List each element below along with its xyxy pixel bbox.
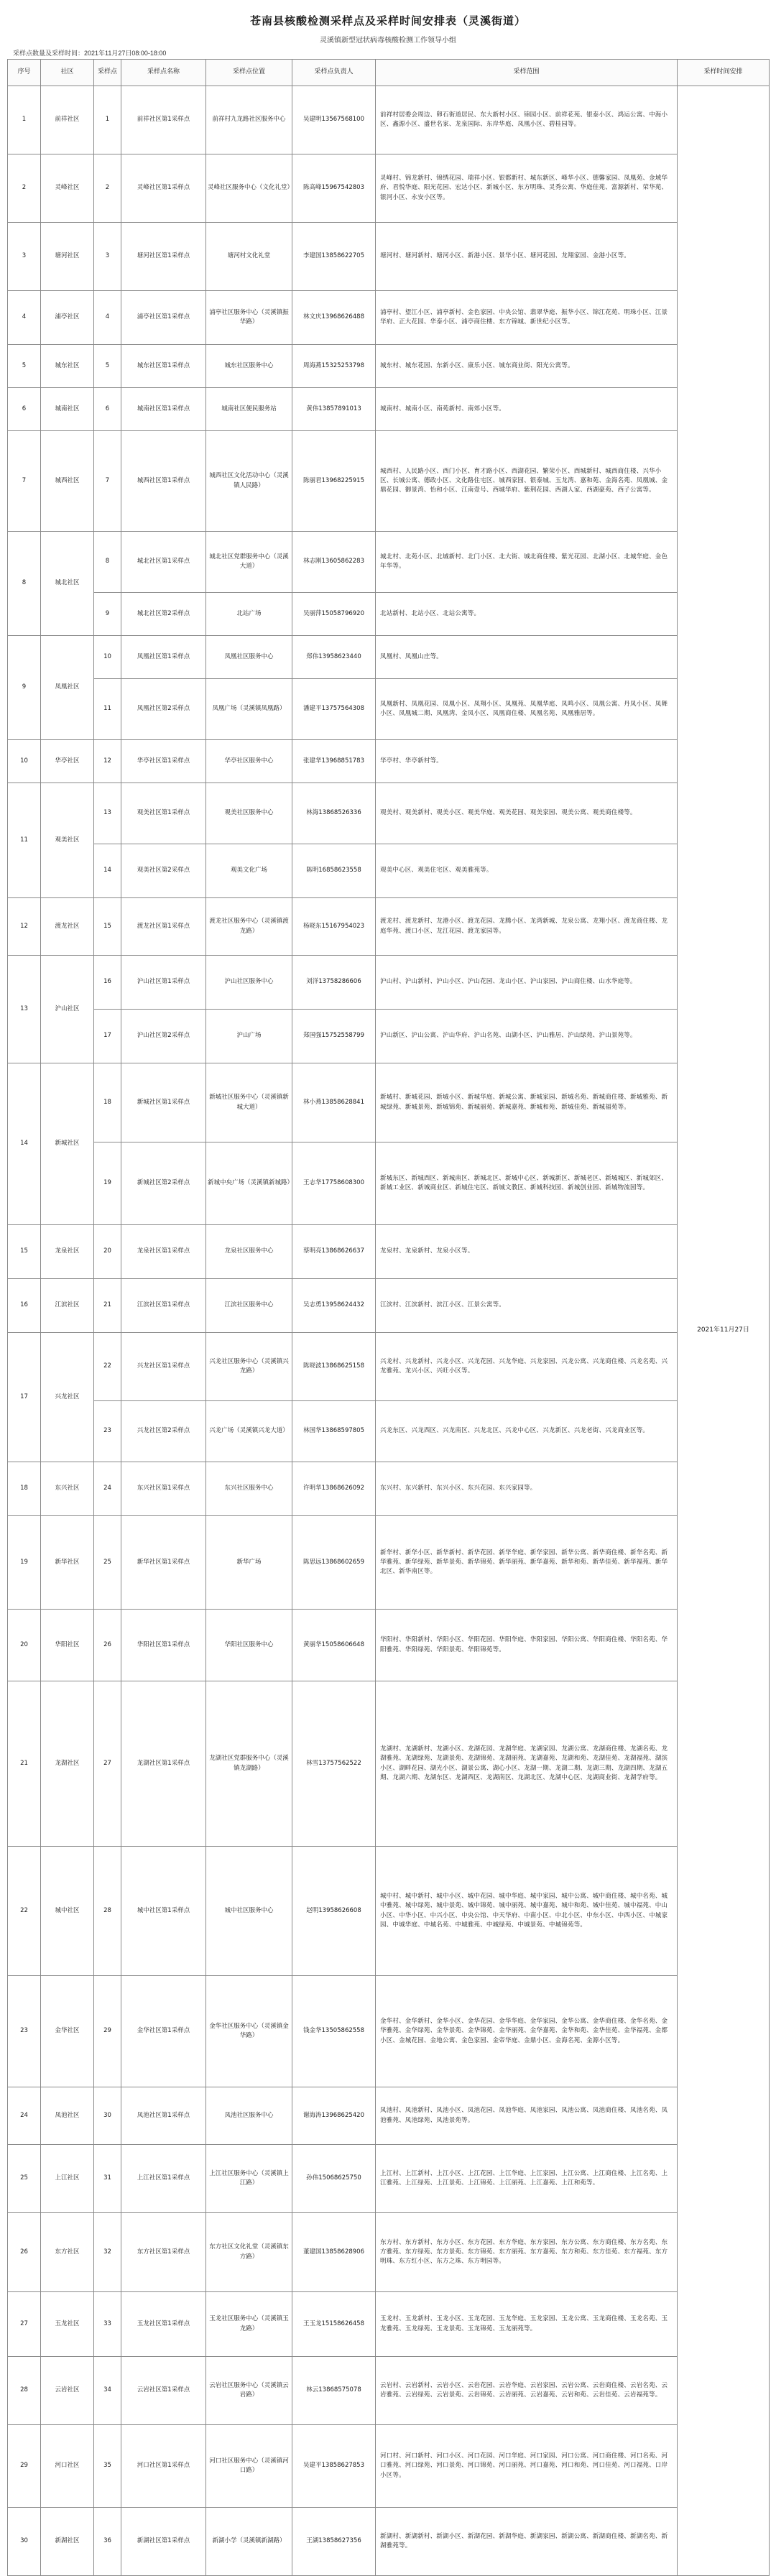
table-row	[8, 86, 770, 154]
cell-point-name: 渡龙社区第1采样点	[121, 898, 206, 956]
table-row	[8, 1333, 770, 1401]
cell-point-no: 25	[94, 1516, 121, 1610]
cell-point-name: 华阳社区第1采样点	[121, 1610, 206, 1681]
page-subtitle: 灵溪镇新型冠状病毒核酸检测工作领导小组	[320, 37, 456, 45]
cell-point-name: 凤凰社区第2采样点	[121, 679, 206, 740]
table-row	[8, 679, 770, 740]
cell-leader: 林雪13757562522	[292, 1681, 376, 1847]
cell-point-name: 新华社区第1采样点	[121, 1516, 206, 1610]
cell-community: 凤凰社区	[41, 636, 94, 740]
cell-scope: 上江村、上江新村、上江小区、上江花园、上江华庭、上江家园、上江公寓、上江商住楼、上江名苑、上江雅苑、上江绿苑、上江景苑、上江锦苑、上江丽苑、上江嘉苑、上江和苑等。	[376, 2145, 678, 2213]
cell-sampling-time: 2021年11月27日	[678, 86, 770, 2576]
table-row	[8, 1681, 770, 1847]
cell-no: 26	[8, 2213, 41, 2292]
cell-no: 27	[8, 2292, 41, 2357]
cell-leader: 蔡明亮13868626637	[292, 1225, 376, 1279]
cell-scope: 北站新村、北站小区、北站公寓等。	[376, 593, 678, 636]
cell-no: 3	[8, 223, 41, 291]
cell-point-name: 金华社区第1采样点	[121, 1976, 206, 2087]
table-row	[8, 593, 770, 636]
cell-point-no: 18	[94, 1063, 121, 1142]
cell-community: 兴龙社区	[41, 1333, 94, 1462]
table-row	[8, 2213, 770, 2292]
cell-leader: 吴丽萍15058796920	[292, 593, 376, 636]
cell-point-location: 观美文化广场	[206, 844, 292, 898]
cell-community: 龙泉社区	[41, 1225, 94, 1279]
cell-community: 龙湖社区	[41, 1681, 94, 1847]
cell-point-location: 城东社区服务中心	[206, 345, 292, 388]
cell-leader: 陈丽君13968225915	[292, 431, 376, 532]
cell-scope: 前祥村居委会周边、卵石街道居民、东大新村小区、锦园小区、前祥花苑、银泰小区、鸿运公寓、中海小区、鑫源小区、盛世名家、龙泉国际、东岸华庭、凤凰小区、碧桂园等。	[376, 86, 678, 154]
cell-scope: 新城村、新城花园、新城小区、新城华庭、新城公寓、新城家园、新城名苑、新城商住楼、新城雅苑、新城绿苑、新城景苑、新城锦苑、新城丽苑、新城嘉苑、新城和苑、新城佳苑、新城福苑等。	[376, 1063, 678, 1142]
table-row	[8, 1610, 770, 1681]
cell-no: 23	[8, 1976, 41, 2087]
cell-leader: 林国华13868597805	[292, 1401, 376, 1462]
table-body	[8, 86, 770, 2576]
cell-point-location: 城南社区便民服务站	[206, 388, 292, 431]
cell-no: 18	[8, 1462, 41, 1516]
table-row	[8, 844, 770, 898]
table-header-row	[8, 60, 770, 86]
table-row	[8, 1976, 770, 2087]
cell-point-location: 江滨社区服务中心	[206, 1279, 292, 1333]
cell-scope: 观美村、观美新村、观美小区、观美华庭、观美花园、观美家园、观美公寓、观美商住楼等。	[376, 783, 678, 844]
cell-community: 渡龙社区	[41, 898, 94, 956]
cell-community: 城北社区	[41, 532, 94, 636]
col-header-scope: 采样范围	[376, 60, 678, 86]
cell-leader: 吴建明13567568100	[292, 86, 376, 154]
cell-no: 7	[8, 431, 41, 532]
cell-scope: 河口村、河口新村、河口小区、河口花园、河口华庭、河口家园、河口公寓、河口商住楼、河口名苑、河口雅苑、河口绿苑、河口景苑、河口锦苑、河口丽苑、河口嘉苑、河口和苑、河口佳苑、河口福苑、口岸小区等。	[376, 2425, 678, 2508]
cell-point-no: 5	[94, 345, 121, 388]
cell-community: 玉龙社区	[41, 2292, 94, 2357]
cell-community: 浦亭社区	[41, 291, 94, 345]
cell-scope: 灵峰村、锦龙新村、锦绣花园、瑞祥小区、银都新村、城东新区、峰华小区、德馨家园、凤凰苑、金域华府、君悦华庭、阳光花园、宏达小区、新城小区、东方明珠、灵秀公寓、华庭佳苑、富源新村、荣华苑、银河小区、永安小区等。	[376, 154, 678, 223]
cell-point-location: 华阳社区服务中心	[206, 1610, 292, 1681]
cell-point-no: 14	[94, 844, 121, 898]
cell-point-name: 河口社区第1采样点	[121, 2425, 206, 2508]
cell-scope: 兴龙村、兴龙新村、兴龙小区、兴龙花园、兴龙华庭、兴龙家园、兴龙公寓、兴龙商住楼、兴龙名苑、兴龙雅苑、龙兴小区、兴旺小区等。	[376, 1333, 678, 1401]
cell-point-name: 观美社区第2采样点	[121, 844, 206, 898]
cell-point-name: 兴龙社区第1采样点	[121, 1333, 206, 1401]
cell-point-no: 28	[94, 1847, 121, 1976]
col-header-time: 采样时间安排	[678, 60, 770, 86]
cell-scope: 沪山新区、沪山公寓、沪山华府、沪山名苑、山湖小区、沪山雅居、沪山绿苑、沪山景苑等。	[376, 1010, 678, 1063]
cell-point-location: 华亭社区服务中心	[206, 740, 292, 783]
col-header-no: 序号	[8, 60, 41, 86]
cell-leader: 陈明16858623558	[292, 844, 376, 898]
cell-point-name: 城北社区第2采样点	[121, 593, 206, 636]
cell-point-no: 8	[94, 532, 121, 593]
table-row	[8, 1401, 770, 1462]
table-row	[8, 1847, 770, 1976]
cell-leader: 吴志勇13958624432	[292, 1279, 376, 1333]
cell-scope: 凤凰村、凤凰山庄等。	[376, 636, 678, 679]
cell-no: 5	[8, 345, 41, 388]
table-row	[8, 1279, 770, 1333]
cell-leader: 黄伟13857891013	[292, 388, 376, 431]
cell-no: 8	[8, 532, 41, 636]
cell-community: 灵峰社区	[41, 154, 94, 223]
cell-point-no: 35	[94, 2425, 121, 2508]
cell-point-name: 灵峰社区第1采样点	[121, 154, 206, 223]
cell-no: 15	[8, 1225, 41, 1279]
cell-community: 沪山社区	[41, 956, 94, 1063]
sampling-table	[7, 59, 770, 2576]
cell-point-no: 32	[94, 2213, 121, 2292]
cell-community: 上江社区	[41, 2145, 94, 2213]
cell-point-location: 上江社区服务中心（灵溪镇上江路）	[206, 2145, 292, 2213]
cell-point-no: 12	[94, 740, 121, 783]
cell-point-location: 新湖小学（灵溪镇新湖路）	[206, 2508, 292, 2576]
cell-community: 东方社区	[41, 2213, 94, 2292]
cell-scope: 城中村、城中新村、城中小区、城中花园、城中华庭、城中家园、城中公寓、城中商住楼、城中名苑、城中雅苑、城中绿苑、城中景苑、城中锦苑、城中丽苑、城中嘉苑、城中和苑、城中佳苑、城中福苑、中山小区、中华小区、中兴小区、中央公馆、中天华府、中南小区、中北小区、中东小区、中西小区、中城家园、中城华庭、中城名苑、中城雅苑、中城绿苑、中城景苑、中城锦苑等。	[376, 1847, 678, 1976]
cell-point-location: 灵峰社区服务中心（文化礼堂）	[206, 154, 292, 223]
cell-leader: 林志刚13605862283	[292, 532, 376, 593]
cell-point-location: 北站广场	[206, 593, 292, 636]
cell-leader: 王玉龙15158626458	[292, 2292, 376, 2357]
cell-point-name: 兴龙社区第2采样点	[121, 1401, 206, 1462]
cell-point-location: 城北社区党群服务中心（灵溪大道）	[206, 532, 292, 593]
cell-point-no: 21	[94, 1279, 121, 1333]
cell-point-name: 新城社区第2采样点	[121, 1142, 206, 1225]
cell-no: 24	[8, 2087, 41, 2145]
cell-scope: 城南村、城南小区、南苑新村、南郊小区等。	[376, 388, 678, 431]
cell-scope: 龙湖村、龙湖新村、龙湖小区、龙湖花园、龙湖华庭、龙湖家园、龙湖公寓、龙湖商住楼、龙湖名苑、龙湖雅苑、龙湖绿苑、龙湖景苑、龙湖锦苑、龙湖丽苑、龙湖嘉苑、龙湖和苑、龙湖佳苑、龙湖福苑、湖滨小区、湖畔花园、湖光小区、湖景公寓、湖心小区、龙湖一期、龙湖二期、龙湖三期、龙湖四期、龙湖五期、龙湖六期、龙湖东区、龙湖西区、龙湖南区、龙湖北区、龙湖中心区、龙湖商业街、龙湖学府等。	[376, 1681, 678, 1847]
cell-point-location: 沪山广场	[206, 1010, 292, 1063]
cell-no: 19	[8, 1516, 41, 1610]
cell-scope: 兴龙东区、兴龙西区、兴龙南区、兴龙北区、兴龙中心区、兴龙新区、兴龙老街、兴龙商业区等。	[376, 1401, 678, 1462]
cell-no: 22	[8, 1847, 41, 1976]
cell-point-location: 凤池社区服务中心	[206, 2087, 292, 2145]
cell-leader: 吴建平13858627853	[292, 2425, 376, 2508]
cell-point-location: 东方社区文化礼堂（灵溪镇东方路）	[206, 2213, 292, 2292]
cell-leader: 王志华17758608300	[292, 1142, 376, 1225]
cell-scope: 渡龙村、渡龙新村、龙港小区、渡龙花园、龙腾小区、龙湾新城、龙泉公寓、龙翔小区、渡龙商住楼、龙庭华苑、渡口小区、龙江花园、渡龙家园等。	[376, 898, 678, 956]
cell-point-name: 前祥社区第1采样点	[121, 86, 206, 154]
cell-no: 14	[8, 1063, 41, 1225]
cell-point-no: 22	[94, 1333, 121, 1401]
cell-point-name: 塘河社区第1采样点	[121, 223, 206, 291]
cell-no: 25	[8, 2145, 41, 2213]
cell-point-no: 13	[94, 783, 121, 844]
cell-scope: 凤凰新村、凤凰花园、凤凰小区、凤翔小区、凤凰苑、凤凰华庭、凤鸣小区、凤凰公寓、丹凤小区、凤舞小区、凤凰城二期、凤凰湾、金凤小区、凤凰商住楼、凤凰名苑、凤凰雅居等。	[376, 679, 678, 740]
col-header-point: 采样点	[94, 60, 121, 86]
cell-community: 江滨社区	[41, 1279, 94, 1333]
cell-point-location: 新城社区服务中心（灵溪镇新城大道）	[206, 1063, 292, 1142]
cell-point-location: 兴龙广场（灵溪镇兴龙大道）	[206, 1401, 292, 1462]
cell-point-name: 玉龙社区第1采样点	[121, 2292, 206, 2357]
cell-point-name: 城南社区第1采样点	[121, 388, 206, 431]
cell-point-no: 26	[94, 1610, 121, 1681]
cell-leader: 钱金华13505862558	[292, 1976, 376, 2087]
cell-point-no: 16	[94, 956, 121, 1010]
table-row	[8, 2292, 770, 2357]
table-row	[8, 1063, 770, 1142]
table-row	[8, 154, 770, 223]
cell-point-location: 凤凰广场（灵溪镇凤凰路）	[206, 679, 292, 740]
cell-leader: 王湖13858627356	[292, 2508, 376, 2576]
table-row	[8, 345, 770, 388]
cell-no: 13	[8, 956, 41, 1063]
cell-point-no: 6	[94, 388, 121, 431]
cell-point-no: 29	[94, 1976, 121, 2087]
cell-point-no: 34	[94, 2357, 121, 2425]
cell-point-name: 城中社区第1采样点	[121, 1847, 206, 1976]
cell-leader: 林小燕13858628841	[292, 1063, 376, 1142]
cell-scope: 华亭村、华亭新村等。	[376, 740, 678, 783]
cell-leader: 郑伟13958623440	[292, 636, 376, 679]
cell-point-location: 龙湖社区党群服务中心（灵溪镇龙湖路）	[206, 1681, 292, 1847]
table-row	[8, 1462, 770, 1516]
cell-point-name: 龙湖社区第1采样点	[121, 1681, 206, 1847]
cell-community: 河口社区	[41, 2425, 94, 2508]
cell-point-name: 凤凰社区第1采样点	[121, 636, 206, 679]
cell-point-no: 10	[94, 636, 121, 679]
cell-leader: 陈思远13868602659	[292, 1516, 376, 1610]
cell-point-no: 30	[94, 2087, 121, 2145]
table-row	[8, 1142, 770, 1225]
cell-community: 塘河社区	[41, 223, 94, 291]
table-row	[8, 2087, 770, 2145]
cell-point-location: 前祥村九龙路社区服务中心	[206, 86, 292, 154]
cell-no: 6	[8, 388, 41, 431]
cell-point-location: 龙泉社区服务中心	[206, 1225, 292, 1279]
cell-point-no: 27	[94, 1681, 121, 1847]
cell-community: 城西社区	[41, 431, 94, 532]
cell-no: 1	[8, 86, 41, 154]
cell-point-no: 24	[94, 1462, 121, 1516]
cell-scope: 新华村、新华小区、新华新村、新华花园、新华华庭、新华家园、新华公寓、新华商住楼、新华名苑、新华雅苑、新华绿苑、新华景苑、新华锦苑、新华丽苑、新华嘉苑、新华和苑、新华佳苑、新华福苑、新华北区、新华南区等。	[376, 1516, 678, 1610]
cell-scope: 新湖村、新湖新村、新湖小区、新湖花园、新湖华庭、新湖家园、新湖公寓、新湖商住楼、新湖名苑、新湖雅苑等。	[376, 2508, 678, 2576]
cell-point-location: 凤凰社区服务中心	[206, 636, 292, 679]
cell-point-name: 城西社区第1采样点	[121, 431, 206, 532]
cell-point-name: 新城社区第1采样点	[121, 1063, 206, 1142]
cell-community: 华亭社区	[41, 740, 94, 783]
cell-scope: 沪山村、沪山新村、沪山小区、沪山花园、龙山小区、沪山家园、沪山商住楼、山水华庭等。	[376, 956, 678, 1010]
cell-community: 东兴社区	[41, 1462, 94, 1516]
col-header-leader: 采样点负责人	[292, 60, 376, 86]
cell-community: 新湖社区	[41, 2508, 94, 2576]
cell-no: 4	[8, 291, 41, 345]
table-row	[8, 2145, 770, 2213]
table-row	[8, 532, 770, 593]
cell-scope: 新城东区、新城西区、新城南区、新城北区、新城中心区、新城新区、新城老区、新城城区、新城郊区、新城工业区、新城商业区、新城住宅区、新城文教区、新城科技园、新城创业园、新城物流园等。	[376, 1142, 678, 1225]
cell-scope: 金华村、金华新村、金华小区、金华花园、金华华庭、金华家园、金华公寓、金华商住楼、金华名苑、金华雅苑、金华绿苑、金华景苑、金华锦苑、金华丽苑、金华嘉苑、金华和苑、金华佳苑、金华福苑、金都小区、金城花园、金地公寓、金色家园、金帝华庭、金鼎小区、金海名苑、金源小区等。	[376, 1976, 678, 2087]
table-row	[8, 783, 770, 844]
cell-scope: 云岩村、云岩新村、云岩小区、云岩花园、云岩华庭、云岩家园、云岩公寓、云岩商住楼、云岩名苑、云岩雅苑、云岩绿苑、云岩景苑、云岩锦苑、云岩丽苑、云岩嘉苑、云岩和苑、云岩佳苑、云岩福苑等。	[376, 2357, 678, 2425]
cell-leader: 潘建平13757564308	[292, 679, 376, 740]
cell-leader: 许明华13868626092	[292, 1462, 376, 1516]
cell-point-location: 东兴社区服务中心	[206, 1462, 292, 1516]
cell-point-name: 云岩社区第1采样点	[121, 2357, 206, 2425]
cell-point-no: 11	[94, 679, 121, 740]
cell-point-location: 金华社区服务中心（灵溪镇金华路）	[206, 1976, 292, 2087]
date-line: 采样点数量及采样时间：2021年11月27日08:00-18:00	[13, 50, 167, 57]
cell-scope: 城东村、城东花园、东新小区、康乐小区、城东商业街、阳光公寓等。	[376, 345, 678, 388]
cell-community: 城东社区	[41, 345, 94, 388]
cell-point-location: 玉龙社区服务中心（灵溪镇玉龙路）	[206, 2292, 292, 2357]
table-row	[8, 636, 770, 679]
cell-leader: 陈晓波13868625158	[292, 1333, 376, 1401]
cell-point-no: 23	[94, 1401, 121, 1462]
cell-point-name: 龙泉社区第1采样点	[121, 1225, 206, 1279]
cell-point-location: 兴龙社区服务中心（灵溪镇兴龙路）	[206, 1333, 292, 1401]
col-header-community: 社区	[41, 60, 94, 86]
cell-point-no: 17	[94, 1010, 121, 1063]
cell-point-name: 上江社区第1采样点	[121, 2145, 206, 2213]
cell-scope: 东方村、东方新村、东方小区、东方花园、东方华庭、东方家园、东方公寓、东方商住楼、东方名苑、东方雅苑、东方绿苑、东方景苑、东方锦苑、东方丽苑、东方嘉苑、东方和苑、东方佳苑、东方福苑、东方明珠、东方红小区、东方之珠、东方明园等。	[376, 2213, 678, 2292]
cell-point-no: 15	[94, 898, 121, 956]
page-title: 苍南县核酸检测采样点及采样时间安排表（灵溪街道）	[249, 14, 526, 27]
cell-point-no: 2	[94, 154, 121, 223]
cell-point-no: 3	[94, 223, 121, 291]
cell-point-name: 沪山社区第1采样点	[121, 956, 206, 1010]
cell-no: 11	[8, 783, 41, 898]
cell-point-location: 塘河村文化礼堂	[206, 223, 292, 291]
cell-community: 金华社区	[41, 1976, 94, 2087]
cell-leader: 张建华13968851783	[292, 740, 376, 783]
cell-point-name: 浦亭社区第1采样点	[121, 291, 206, 345]
cell-point-location: 城中社区服务中心	[206, 1847, 292, 1976]
cell-leader: 杨晓东15167954023	[292, 898, 376, 956]
cell-community: 城南社区	[41, 388, 94, 431]
cell-leader: 刘洋13758286606	[292, 956, 376, 1010]
cell-point-location: 新城中央广场（灵溪镇新城路）	[206, 1142, 292, 1225]
cell-no: 21	[8, 1681, 41, 1847]
cell-point-name: 东方社区第1采样点	[121, 2213, 206, 2292]
cell-point-name: 观美社区第1采样点	[121, 783, 206, 844]
col-header-name: 采样点名称	[121, 60, 206, 86]
cell-scope: 华阳村、华阳新村、华阳小区、华阳花园、华阳华庭、华阳家园、华阳公寓、华阳商住楼、华阳名苑、华阳雅苑、华阳绿苑、华阳景苑、华阳锦苑等。	[376, 1610, 678, 1681]
cell-scope: 城西村、人民路小区、西门小区、育才路小区、西湖花园、繁荣小区、西城新村、城西商住楼、兴华小区、长城公寓、德政小区、文化路住宅区、城西家园、银泰城、玉龙湾、嘉和苑、金海名苑、凤凰城、金鼎花园、御景湾、怡和小区、江南壹号、西城华府、紫荆花园、西湖人家、西湖豪苑、西子公寓等。	[376, 431, 678, 532]
cell-point-name: 华亭社区第1采样点	[121, 740, 206, 783]
cell-point-location: 沪山社区服务中心	[206, 956, 292, 1010]
table-row	[8, 740, 770, 783]
cell-point-no: 19	[94, 1142, 121, 1225]
cell-point-no: 9	[94, 593, 121, 636]
cell-point-no: 20	[94, 1225, 121, 1279]
table-row	[8, 431, 770, 532]
table-row	[8, 956, 770, 1010]
cell-no: 16	[8, 1279, 41, 1333]
cell-leader: 李建国13858622705	[292, 223, 376, 291]
cell-no: 28	[8, 2357, 41, 2425]
cell-no: 17	[8, 1333, 41, 1462]
cell-point-location: 云岩社区服务中心（灵溪镇云岩路）	[206, 2357, 292, 2425]
cell-leader: 郑国强15752558799	[292, 1010, 376, 1063]
cell-community: 云岩社区	[41, 2357, 94, 2425]
cell-leader: 林云13868575078	[292, 2357, 376, 2425]
cell-scope: 观美中心区、观美住宅区、观美雅苑等。	[376, 844, 678, 898]
table-row	[8, 1010, 770, 1063]
cell-scope: 凤池村、凤池新村、凤池小区、凤池花园、凤池华庭、凤池家园、凤池公寓、凤池商住楼、凤池名苑、凤池雅苑、凤池绿苑、凤池景苑等。	[376, 2087, 678, 2145]
table-row	[8, 388, 770, 431]
cell-community: 前祥社区	[41, 86, 94, 154]
cell-point-location: 观美社区服务中心	[206, 783, 292, 844]
cell-scope: 龙泉村、龙泉新村、龙泉小区等。	[376, 1225, 678, 1279]
cell-community: 凤池社区	[41, 2087, 94, 2145]
cell-point-name: 新湖社区第1采样点	[121, 2508, 206, 2576]
cell-leader: 陈高峰15967542803	[292, 154, 376, 223]
cell-no: 9	[8, 636, 41, 740]
cell-scope: 塘河村、塘河新村、塘河小区、新港小区、景华小区、塘河花园、龙翔家园、金港小区等。	[376, 223, 678, 291]
cell-leader: 谢海涛13968625420	[292, 2087, 376, 2145]
cell-scope: 城北村、北苑小区、北城新村、北门小区、北大街、城北商住楼、紫光花园、北湖小区、北城华庭、金色年华等。	[376, 532, 678, 593]
cell-scope: 浦亭村、望江小区、浦亭新村、金色家园、中央公馆、翡翠华庭、振华小区、锦江花苑、明珠小区、江景华府、正大花园、华泰小区、浦亭商住楼、东方锦城、新世纪小区等。	[376, 291, 678, 345]
cell-no: 10	[8, 740, 41, 783]
cell-leader: 董建国13858628906	[292, 2213, 376, 2292]
cell-leader: 黄丽华15058606648	[292, 1610, 376, 1681]
cell-no: 12	[8, 898, 41, 956]
cell-leader: 周海燕15325253798	[292, 345, 376, 388]
cell-leader: 孙伟15068625750	[292, 2145, 376, 2213]
table-row	[8, 1516, 770, 1610]
table-row	[8, 2425, 770, 2508]
cell-no: 29	[8, 2425, 41, 2508]
cell-no: 2	[8, 154, 41, 223]
cell-point-name: 沪山社区第2采样点	[121, 1010, 206, 1063]
cell-no: 30	[8, 2508, 41, 2576]
cell-point-location: 城西社区文化活动中心（灵溪镇人民路）	[206, 431, 292, 532]
col-header-location: 采样点位置	[206, 60, 292, 86]
cell-point-no: 31	[94, 2145, 121, 2213]
cell-point-name: 东兴社区第1采样点	[121, 1462, 206, 1516]
cell-scope: 江滨村、江滨新村、滨江小区、江景公寓等。	[376, 1279, 678, 1333]
cell-point-no: 36	[94, 2508, 121, 2576]
table-row	[8, 223, 770, 291]
cell-point-name: 城东社区第1采样点	[121, 345, 206, 388]
cell-community: 观美社区	[41, 783, 94, 898]
cell-community: 新城社区	[41, 1063, 94, 1225]
cell-point-no: 7	[94, 431, 121, 532]
cell-leader: 林海13868526336	[292, 783, 376, 844]
cell-point-location: 浦亭社区服务中心（灵溪镇振华路）	[206, 291, 292, 345]
cell-community: 华阳社区	[41, 1610, 94, 1681]
table-row	[8, 1225, 770, 1279]
table-row	[8, 2508, 770, 2576]
cell-community: 城中社区	[41, 1847, 94, 1976]
cell-point-location: 河口社区服务中心（灵溪镇河口路）	[206, 2425, 292, 2508]
cell-point-location: 新华广场	[206, 1516, 292, 1610]
cell-point-name: 江滨社区第1采样点	[121, 1279, 206, 1333]
table-row	[8, 898, 770, 956]
cell-point-no: 4	[94, 291, 121, 345]
table-row	[8, 2357, 770, 2425]
cell-community: 新华社区	[41, 1516, 94, 1610]
cell-point-location: 渡龙社区服务中心（灵溪镇渡龙路）	[206, 898, 292, 956]
cell-point-name: 凤池社区第1采样点	[121, 2087, 206, 2145]
cell-scope: 东兴村、东兴新村、东兴小区、东兴花园、东兴家园等。	[376, 1462, 678, 1516]
cell-point-no: 33	[94, 2292, 121, 2357]
cell-point-name: 城北社区第1采样点	[121, 532, 206, 593]
table-row	[8, 291, 770, 345]
cell-leader: 林文庆13968626488	[292, 291, 376, 345]
cell-leader: 赵明13958626608	[292, 1847, 376, 1976]
cell-point-no: 1	[94, 86, 121, 154]
cell-no: 20	[8, 1610, 41, 1681]
cell-scope: 玉龙村、玉龙新村、玉龙小区、玉龙花园、玉龙华庭、玉龙家园、玉龙公寓、玉龙商住楼、玉龙名苑、玉龙雅苑、玉龙绿苑、玉龙景苑、玉龙锦苑、玉龙丽苑等。	[376, 2292, 678, 2357]
